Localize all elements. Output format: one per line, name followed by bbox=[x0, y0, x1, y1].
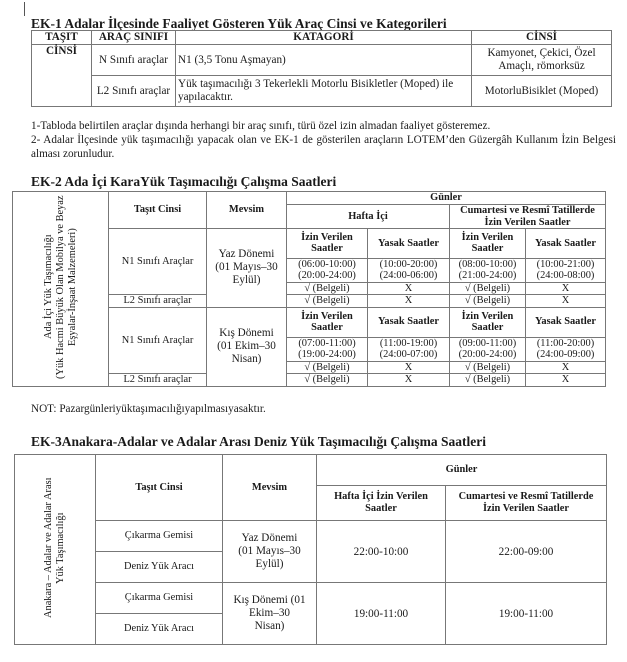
ek3-side-label-line2: Yük Taşımacılığı bbox=[55, 511, 66, 584]
hours-line: (06:00-10:00) bbox=[298, 258, 356, 270]
ek1-header-sinif: ARAÇ SINIFI bbox=[92, 31, 176, 45]
ek1-header-kategori: KATAGORİ bbox=[176, 31, 472, 45]
hours-line: (21:00-24:00) bbox=[458, 270, 517, 282]
ek2-sub-yasak: Yasak Saatler bbox=[526, 307, 606, 337]
hours-line: (24:00-07:00) bbox=[379, 349, 438, 360]
hours-line: (10:00-21:00) bbox=[536, 258, 595, 270]
hours-line: (24:00-09:00) bbox=[536, 349, 595, 360]
ek2-status: √ (Belgeli) bbox=[450, 361, 526, 374]
ek2-status: √ (Belgeli) bbox=[287, 374, 368, 387]
ek2-hours bbox=[526, 337, 606, 361]
hours-line: (20:00-24:00) bbox=[458, 349, 517, 360]
ek3-col-hafta-ici: Hafta İçi İzin Verilen Saatler bbox=[317, 486, 446, 521]
ek2-side-label-line2: (Yük Hacmi Büyük Olan Mobilya ve Beyaz Eşyalar-İnşaat Malzemeleri) bbox=[54, 195, 78, 379]
ek2-status: X bbox=[526, 295, 606, 308]
ek1-header-cinsi: CİNSİ bbox=[472, 31, 612, 45]
ek2-table bbox=[12, 191, 606, 387]
hours-line: (24:00-08:00) bbox=[536, 270, 595, 282]
ek2-l2-label: L2 Sınıfı araçlar bbox=[109, 374, 207, 387]
ek2-status: X bbox=[526, 361, 606, 374]
ek3-hafta-ici: 19:00-11:00 bbox=[317, 583, 446, 645]
ek1-kategori: N1 (3,5 Tonu Aşmayan) bbox=[176, 45, 472, 76]
hours-line: (11:00-20:00) bbox=[536, 337, 595, 349]
ek2-status: √ (Belgeli) bbox=[287, 361, 368, 374]
ek2-col-hafta-ici: Hafta İçi bbox=[287, 205, 450, 229]
ek2-side-label-line1: Ada İçi Yük Taşımacılığı bbox=[42, 234, 54, 340]
hours-line: (11:00-19:00) bbox=[379, 337, 438, 349]
ek3-vehicle: Çıkarma Gemisi bbox=[96, 521, 223, 552]
ek2-status: X bbox=[368, 374, 450, 387]
not-text: NOT: Pazargünleriyüktaşımacılığıyapılmasıyasaktır. bbox=[31, 403, 266, 415]
hours-line: (10:00-20:00) bbox=[379, 258, 438, 270]
ek2-hours bbox=[287, 258, 368, 282]
ek2-sub-izin: İzin Verilen Saatler bbox=[450, 307, 526, 337]
hours-line: (09:00-11:00) bbox=[458, 337, 517, 349]
ek2-status: √ (Belgeli) bbox=[450, 295, 526, 308]
ek2-status: X bbox=[526, 282, 606, 295]
ek3-title: EK-3Anakara-Adalar ve Adalar Arası Deniz Yük Taşımacılığı Çalışma Saatleri bbox=[31, 434, 487, 449]
ek2-sub-izin: İzin Verilen Saatler bbox=[287, 307, 368, 337]
ek3-vehicle: Deniz Yük Aracı bbox=[96, 614, 223, 645]
ek3-col-gunler: Günler bbox=[317, 455, 607, 486]
ek3-cumartesi: 19:00-11:00 bbox=[446, 583, 607, 645]
note-2: 2- Adalar İlçesinde yük taşımacılığı yapacak olan ve EK-1 de gösterilen araçların LOTEM’den Güzergâh Kullanım İzin Belgesi alması zorunludur. bbox=[31, 134, 616, 160]
hours-line: (19:00-24:00) bbox=[298, 349, 356, 360]
ek2-sub-yasak: Yasak Saatler bbox=[526, 229, 606, 259]
ek2-hours bbox=[287, 337, 368, 361]
hours-line: (08:00-10:00) bbox=[458, 258, 517, 270]
ek1-cinsi: MotorluBisiklet (Moped) bbox=[472, 76, 612, 107]
ek2-title: EK-2 Ada İçi KaraYük Taşımacılığı Çalışma Saatleri bbox=[31, 174, 337, 189]
ek2-col-mevsim: Mevsim bbox=[207, 192, 287, 229]
hours-line: (20:00-24:00) bbox=[298, 270, 356, 282]
ek3-vehicle: Çıkarma Gemisi bbox=[96, 583, 223, 614]
ek2-hours bbox=[368, 337, 450, 361]
ek3-mevsim: Kış Dönemi (01 Ekim–30 Nisan) bbox=[223, 583, 317, 645]
ek2-sub-yasak: Yasak Saatler bbox=[368, 229, 450, 259]
ek3-cumartesi: 22:00-09:00 bbox=[446, 521, 607, 583]
ek3-hafta-ici: 22:00-10:00 bbox=[317, 521, 446, 583]
ek3-side-label bbox=[15, 455, 96, 645]
ek2-col-tasit: Taşıt Cinsi bbox=[109, 192, 207, 229]
ek2-col-cumartesi: Cumartesi ve Resmî Tatillerde İzin Verilen Saatler bbox=[450, 205, 606, 229]
ek2-col-gunler: Günler bbox=[287, 192, 606, 205]
ek2-status: X bbox=[368, 361, 450, 374]
ek1-kategori: Yük taşımacılığı 3 Tekerlekli Motorlu Bisikletler (Moped) ile yapılacaktır. bbox=[176, 76, 472, 107]
ek2-mevsim: Kış Dönemi (01 Ekim–30 Nisan) bbox=[207, 307, 287, 386]
ek1-sinif: L2 Sınıfı araçlar bbox=[92, 76, 176, 107]
ek1-tasit-cinsi: CİNSİ bbox=[32, 45, 92, 107]
ek2-hours bbox=[450, 258, 526, 282]
ek2-status: √ (Belgeli) bbox=[287, 295, 368, 308]
table-row bbox=[15, 583, 607, 614]
ek2-hours bbox=[450, 337, 526, 361]
ek1-sinif: N Sınıfı araçlar bbox=[92, 45, 176, 76]
ek2-sub-izin: İzin Verilen Saatler bbox=[450, 229, 526, 259]
ek2-sub-izin: İzin Verilen Saatler bbox=[287, 229, 368, 259]
ek2-n1-label: N1 Sınıfı Araçlar bbox=[109, 307, 207, 373]
ek3-col-cumartesi: Cumartesi ve Resmî Tatillerde İzin Verilen Saatler bbox=[446, 486, 607, 521]
ek1-title: EK-1 Adalar İlçesinde Faaliyet Gösteren Yük Araç Cinsi ve Kategorileri bbox=[31, 16, 447, 31]
note-1: 1-Tabloda belirtilen araçlar dışında herhangi bir araç sınıfı, türü özel izin almadan faaliyet gösteremez. bbox=[31, 120, 491, 132]
ek3-col-tasit: Taşıt Cinsi bbox=[96, 455, 223, 521]
ek1-header-tasit: TAŞIT bbox=[32, 31, 92, 45]
ek3-side-label-line1: Anakara – Adalar ve Adalar Arası bbox=[43, 477, 54, 618]
ek2-mevsim: Yaz Dönemi (01 Mayıs–30 Eylül) bbox=[207, 229, 287, 308]
table-row bbox=[32, 45, 612, 76]
ek2-status: X bbox=[368, 295, 450, 308]
ek2-sub-yasak: Yasak Saatler bbox=[368, 307, 450, 337]
ek2-status: X bbox=[368, 282, 450, 295]
scan-mark bbox=[24, 2, 25, 16]
ek1-cinsi: Kamyonet, Çekici, Özel Amaçlı, römorksüz bbox=[472, 45, 612, 76]
ek2-status: √ (Belgeli) bbox=[450, 282, 526, 295]
ek2-side-label bbox=[13, 192, 109, 387]
table-row bbox=[32, 76, 612, 107]
ek3-table bbox=[14, 454, 607, 645]
ek2-l2-label: L2 Sınıfı araçlar bbox=[109, 295, 207, 308]
ek3-col-mevsim: Mevsim bbox=[223, 455, 317, 521]
ek2-status: √ (Belgeli) bbox=[450, 374, 526, 387]
hours-line: (07:00-11:00) bbox=[298, 337, 356, 349]
ek2-status: X bbox=[526, 374, 606, 387]
table-row bbox=[15, 521, 607, 552]
hours-line: (24:00-06:00) bbox=[379, 270, 438, 282]
ek2-hours bbox=[526, 258, 606, 282]
ek2-status: √ (Belgeli) bbox=[287, 282, 368, 295]
ek2-hours bbox=[368, 258, 450, 282]
ek3-vehicle: Deniz Yük Aracı bbox=[96, 552, 223, 583]
ek1-table bbox=[31, 30, 612, 107]
ek3-mevsim: Yaz Dönemi (01 Mayıs–30 Eylül) bbox=[223, 521, 317, 583]
ek2-n1-label: N1 Sınıfı Araçlar bbox=[109, 229, 207, 295]
